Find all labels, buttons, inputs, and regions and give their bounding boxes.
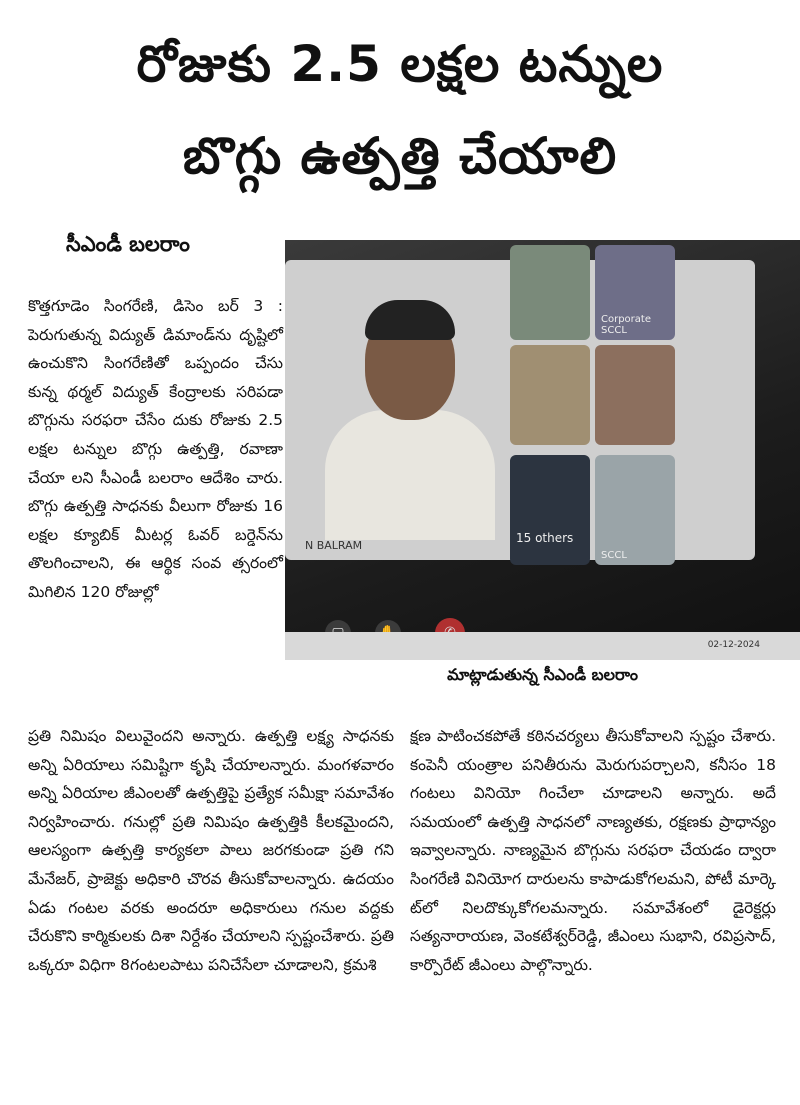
main-video-label: N BALRAM (305, 539, 363, 552)
video-tile-3 (510, 345, 590, 445)
byline: సీఎండీ బలరాం (66, 232, 190, 256)
video-tile-5-label: SCCL (601, 550, 627, 561)
speaker-hair (365, 300, 455, 340)
headline (0, 18, 800, 202)
taskbar-date: 02-12-2024 (707, 640, 760, 650)
video-tile-1 (510, 245, 590, 340)
headline-line-2: బొగ్గు ఉత్పత్తి చేయాలి (182, 127, 618, 185)
article-column-right (410, 722, 776, 979)
photo-caption: మాట్లాడుతున్న సీఎండీ బలరాం (447, 665, 638, 684)
article-column-left-bottom (28, 722, 394, 979)
video-tile-2-label: Corporate SCCL (601, 314, 651, 336)
article-column-left-top (28, 292, 283, 607)
video-tile-2 (595, 245, 675, 340)
video-tile-5 (595, 455, 675, 565)
meeting-photo (285, 240, 800, 660)
taskbar (285, 632, 800, 660)
video-tile-4 (595, 345, 675, 445)
article-paragraph-3: క్షణ పాటించకపోతే కఠినచర్యలు తీసుకోవాలని స్పష్టం చేశారు. కంపెనీ యంత్రాల పనితీరును మెరుగుపర్చాలని, కనీసం 18 గంటలు వినియో గించేలా చూడాలని అన్నారు. అదే సమయంలో ఉత్పత్తి సాధనలో నాణ్యతకు, రక్షణకు ప్రాధాన్యం ఇవ్వాలన్నారు. నాణ్యమైన బొగ్గును సరఫరా చేయడం ద్వారా సింగరేణి వినియోగ దారులను కాపాడుకోగలమని, పోటీ మార్కె ట్‌లో నిలదొక్కుకోగలమన్నారు. సమావేశంలో డైరెక్టర్లు సత్యనారాయణ, వెంకటేశ్వర్‌రెడ్డి, జీఎంలు సుభాని, రవిప్రసాద్, కార్పొరేట్ జీఎంలు పాల్గొన్నారు. (410, 727, 776, 974)
participants-label: 15 others (516, 531, 574, 545)
headline-line-1: రోజుకు 2.5 లక్షల టన్నుల (136, 35, 664, 93)
article-paragraph-2: ప్రతి నిమిషం విలువైందని అన్నారు. ఉత్పత్తి లక్ష్య సాధనకు అన్ని ఏరియాలు సమిష్టిగా కృషి చేయాలన్నారు. మంగళవారం అన్ని ఏరియాల జీఎంలతో ఉత్పత్తిపై ప్రత్యేక సమీక్షా సమావేశం నిర్వహించారు. గనుల్లో ప్రతి నిమిషం ఉత్పత్తికి కీలకమైందని, ఆలస్యంగా ఉత్పత్తి కార్యకలా పాలు జరగకుండా ప్రతి గని మేనేజర్, ప్రాజెక్టు అధికారి చొరవ తీసుకోవాలన్నారు. ఉదయం ఏడు గంటల వరకు అందరూ అధికారులు గనుల వద్దకు చేరుకొని కార్మికులకు దిశా నిర్దేశం చేయాలని స్పష్టంచేశారు. ప్రతి ఒక్కరూ విధిగా 8గంటలపాటు పనిచేసేలా చూడాలని, క్రమశి (28, 727, 394, 974)
participants-tile (510, 455, 590, 565)
article-paragraph-1: కొత్తగూడెం సింగరేణి, డిసెం బర్ 3 : పెరుగుతున్న విద్యుత్ డిమాండ్‌ను దృష్టిలో ఉంచుకొని సింగరేణితో ఒప్పందం చేసు కున్న థర్మల్ విద్యుత్ కేంద్రాలకు సరిపడా బొగ్గును సరఫరా చేసేం దుకు రోజుకు 2.5 లక్షల టన్నుల బొగ్గు ఉత్పత్తి, రవాణా చేయా లని సీఎండీ బలరాం ఆదేశిం చారు. బొగ్గు ఉత్పత్తి సాధనకు వీలుగా రోజుకు 16 లక్షల క్యూబిక్ మీటర్ల ఓవర్ బర్డెన్‌ను తొలగించాలని, ఈ ఆర్థిక సంవ త్సరంలో మిగిలిన 120 రోజుల్లో (28, 297, 283, 601)
speaker-shirt (325, 410, 495, 540)
